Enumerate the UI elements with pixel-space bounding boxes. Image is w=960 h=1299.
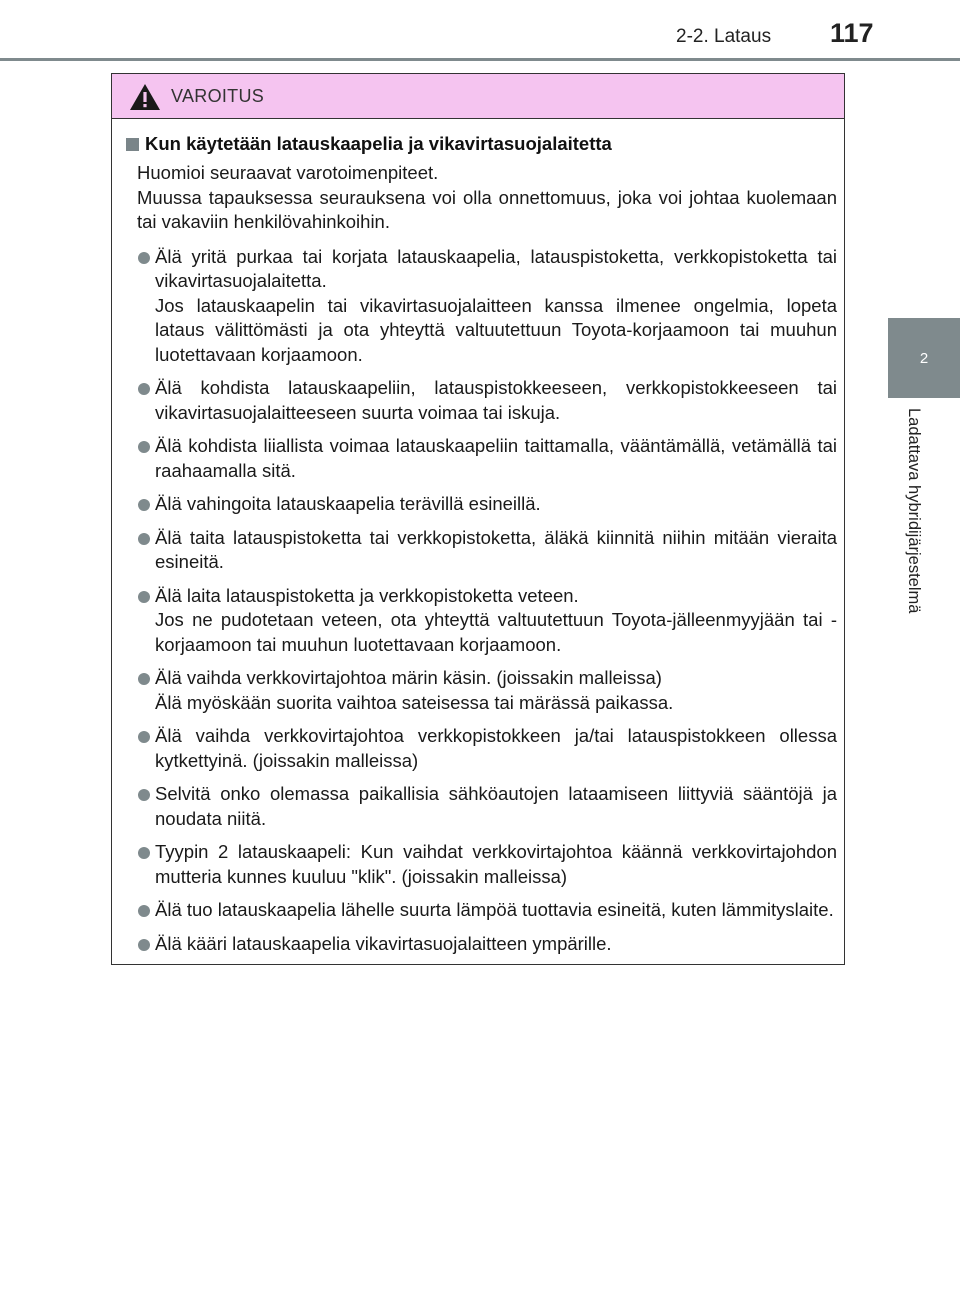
warning-box	[111, 73, 845, 965]
list-item-text: Selvitä onko olemassa paikallisia sähköautojen lataamiseen liittyviä sääntöjä ja noudata niitä.	[155, 783, 837, 829]
bullet-dot-icon	[138, 591, 150, 603]
bullet-dot-icon	[138, 939, 150, 951]
chapter-title-wrap	[896, 408, 936, 658]
list-item	[126, 932, 837, 957]
list-item	[126, 782, 837, 831]
bullet-dot-icon	[138, 847, 150, 859]
list-item	[126, 724, 837, 773]
intro-text	[137, 161, 837, 235]
header-section-title: 2-2. Lataus	[676, 26, 772, 47]
intro-line: Muussa tapauksessa seurauksena voi olla onnettomuus, joka voi johtaa kuolemaan tai vakaviin henkilövahinkoihin.	[137, 186, 837, 232]
warning-triangle-icon	[129, 83, 161, 111]
list-item	[126, 434, 837, 483]
bullet-dot-icon	[138, 731, 150, 743]
chapter-title: Ladattava hybridijärjestelmä	[905, 408, 923, 614]
list-item-text: Älä myöskään suorita vaihtoa sateisessa tai märässä paikassa.	[155, 691, 674, 713]
chapter-number: 2	[919, 349, 929, 367]
header-divider	[0, 58, 960, 61]
list-item	[126, 376, 837, 425]
list-item-text: Älä kohdista liiallista voimaa latauskaapeliin taittamalla, vääntämällä, vetämällä tai raahaamalla sitä.	[155, 435, 837, 481]
bullet-dot-icon	[138, 673, 150, 685]
list-item-text: Tyypin 2 latauskaapeli: Kun vaihdat verkkovirtajohtoa käännä verkkovirtajohdon mutteria kunnes kuuluu "klik". (joissakin malleissa)	[155, 841, 837, 887]
list-item	[126, 526, 837, 575]
chapter-tab	[888, 318, 960, 398]
list-item-text: Älä vahingoita latauskaapelia terävillä esineillä.	[155, 493, 541, 514]
warning-header	[112, 74, 844, 119]
list-item	[126, 492, 837, 517]
page-number: 117	[830, 18, 874, 48]
list-item	[126, 245, 837, 368]
list-item-text: Älä laita latauspistoketta ja verkkopistoketta veteen.	[155, 584, 579, 606]
list-item-text: Älä tuo latauskaapelia lähelle suurta lämpöä tuottavia esineitä, kuten lämmityslaite.	[155, 899, 834, 920]
warning-body	[112, 119, 844, 956]
list-item	[126, 840, 837, 889]
bullet-dot-icon	[138, 905, 150, 917]
list-item-text: Älä taita latauspistoketta tai verkkopistoketta, äläkä kiinnitä niihin mitään vieraita esineitä.	[155, 526, 837, 572]
list-item	[126, 666, 837, 715]
list-item-text: Älä yritä purkaa tai korjata latauskaapelia, latauspistoketta, verkkopistoketta tai vikavirtasuojalaitetta.	[155, 245, 837, 291]
square-bullet-icon	[126, 138, 139, 151]
section-heading-text: Kun käytetään latauskaapelia ja vikavirtasuojalaitetta	[145, 133, 612, 154]
list-item-text: Jos ne pudotetaan veteen, ota yhteyttä valtuutettuun Toyota-jälleenmyyjään tai -korjaamoon tai muuhun luotettavaan korjaamoon.	[155, 609, 837, 655]
bullet-dot-icon	[138, 252, 150, 264]
warning-list	[126, 245, 837, 957]
list-item-text: Älä vaihda verkkovirtajohtoa märin käsin. (joissakin malleissa)	[155, 667, 662, 688]
list-item	[126, 898, 837, 923]
bullet-dot-icon	[138, 441, 150, 453]
list-item	[126, 584, 837, 658]
section-heading	[126, 133, 837, 155]
list-item-text: Älä kohdista latauskaapeliin, latauspistokkeeseen, verkkopistokkeeseen tai vikavirtasuojalaitteeseen suurta voimaa tai iskuja.	[155, 377, 837, 423]
bullet-dot-icon	[138, 533, 150, 545]
list-item-text: Älä kääri latauskaapelia vikavirtasuojalaitteen ympärille.	[155, 932, 612, 954]
warning-title: VAROITUS	[171, 85, 265, 106]
bullet-dot-icon	[138, 789, 150, 801]
bullet-dot-icon	[138, 383, 150, 395]
list-item-text: Älä vaihda verkkovirtajohtoa verkkopistokkeen ja/tai latauspistokkeen ollessa kytkettyinä. (joissakin malleissa)	[155, 725, 837, 771]
bullet-dot-icon	[138, 499, 150, 511]
intro-line: Huomioi seuraavat varotoimenpiteet.	[137, 162, 439, 183]
list-item-text: Jos latauskaapelin tai vikavirtasuojalaitteen kanssa ilmenee ongelmia, lopeta lataus välittömästi ja ota yhteyttä valtuutettuun Toyota-korjaamoon tai muuhun luotettavaan korjaamoon.	[155, 294, 837, 365]
